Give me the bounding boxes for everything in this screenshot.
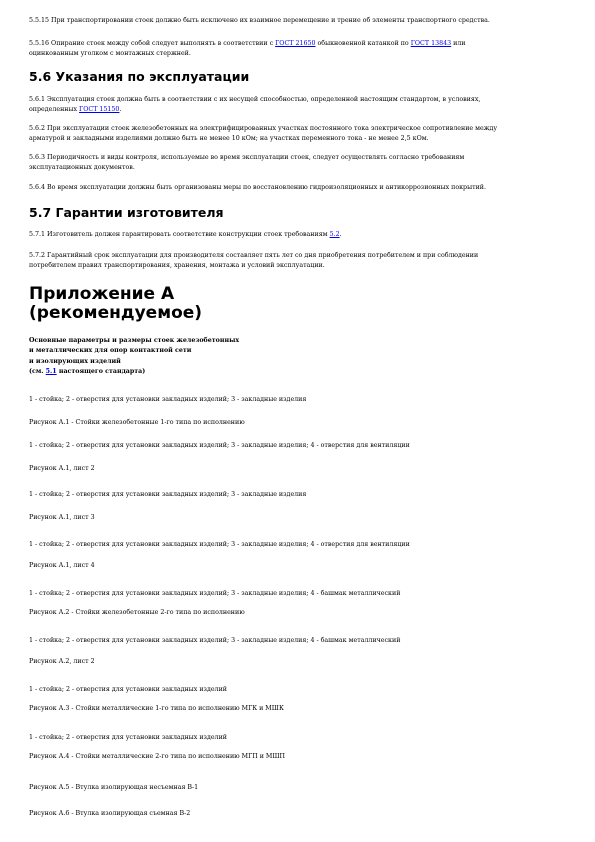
paragraph-text: . <box>339 231 342 238</box>
figure-legend: 1 - стойка; 2 - отверстия для установки закладных изделий; 3 - закладные изделия; 4 - башмак металлический <box>29 637 401 644</box>
paragraph-5-6-4: 5.6.4 Во время эксплуатации должны быть организованы меры по восстановлению гидроизоляционных и антикоррозионных покрытий. <box>29 184 486 191</box>
link-section-5-1[interactable]: 5.1 <box>45 368 57 375</box>
figure-caption: Рисунок А.2, лист 2 <box>29 658 95 665</box>
paragraph-5-6-3: 5.6.3 Периодичность и виды контроля, используемые во время эксплуатации стоек, следует осуществлять согласно требованиям <box>29 154 465 161</box>
figure-legend: 1 - стойка; 2 - отверстия для установки закладных изделий; 3 - закладные изделия; 4 - башмак металлический <box>29 590 401 597</box>
figure-legend: 1 - стойка; 2 - отверстия для установки закладных изделий; 3 - закладные изделия <box>29 491 307 498</box>
figure-caption: Рисунок А.6 - Втулка изолирующая съемная В-2 <box>29 810 191 817</box>
paragraph-5-5-15: 5.5.15 При транспортировании стоек должно быть исключено их взаимное перемещение и трение об элементы транспортного средства. <box>29 17 490 24</box>
paragraph-5-6-2: 5.6.2 При эксплуатации стоек железобетонных на электрифицированных участках постоянного тока электрическое сопротивление между <box>29 125 498 132</box>
section-heading-5-7: 5.7 Гарантии изготовителя <box>29 205 224 220</box>
reference-text: (см. <box>29 368 46 375</box>
appendix-subtitle: (рекомендуемое) <box>29 303 203 323</box>
figure-legend: 1 - стойка; 2 - отверстия для установки закладных изделий <box>29 734 227 741</box>
paragraph-text: определенных <box>29 106 80 113</box>
paragraph-text: 5.7.1 Изготовитель должен гарантировать соответствие конструкции стоек требованиям <box>29 231 330 238</box>
appendix-caption-line2: и металлических для опор контактной сети <box>29 347 192 354</box>
figure-legend: 1 - стойка; 2 - отверстия для установки закладных изделий; 3 - закладные изделия; 4 - отверстия для вентиляции <box>29 541 410 548</box>
paragraph-text: обыкновенной катанкой по <box>315 40 411 47</box>
paragraph-5-6-2-line2: арматурой и закладными изделиями должно быть не менее 10 кОм; на участках переменного тока - не менее 2,5 кОм. <box>29 135 429 142</box>
figure-caption: Рисунок А.4 - Стойки металлические 2-го типа по исполнению МГП и МШП <box>29 753 286 760</box>
link-gost-15150[interactable]: ГОСТ 15150 <box>79 106 120 113</box>
paragraph-5-7-1 <box>29 230 583 241</box>
paragraph-5-5-16-line2: оцинкованным уголком с монтажных стержней. <box>29 50 191 57</box>
paragraph-text: . <box>119 106 122 113</box>
paragraph-text: 5.5.16 Опирание стоек между собой следует выполнять в соответствии с <box>29 40 276 47</box>
paragraph-text: или <box>451 40 466 47</box>
appendix-caption-line3: и изолирующих изделий <box>29 358 121 365</box>
paragraph-5-7-2: 5.7.2 Гарантийный срок эксплуатации для производителя составляет пять лет со дня приобретения потребителем и при соблюдении <box>29 252 479 259</box>
link-section-5-2[interactable]: 5.2 <box>329 231 340 238</box>
figure-legend: 1 - стойка; 2 - отверстия для установки закладных изделий; 3 - закладные изделия; 4 - отверстия для вентиляции <box>29 442 410 449</box>
section-heading-5-6: 5.6 Указания по эксплуатации <box>29 69 250 84</box>
appendix-caption-line1: Основные параметры и размеры стоек железобетонных <box>29 337 240 344</box>
figure-caption: Рисунок А.3 - Стойки металлические 1-го типа по исполнению МГК и МШК <box>29 705 284 712</box>
appendix-title: Приложение А <box>29 284 175 304</box>
paragraph-5-6-1: 5.6.1 Эксплуатация стоек должна быть в соответствии с их несущей способностью, определенной настоящим стандартом, в условиях, <box>29 96 481 103</box>
paragraph-5-5-16 <box>29 39 583 50</box>
figure-caption: Рисунок А.1, лист 4 <box>29 562 95 569</box>
paragraph-5-6-3-line2: эксплуатационных документов. <box>29 164 135 171</box>
paragraph-5-7-2-line2: потребителем правил транспортирования, хранения, монтажа и условий эксплуатации. <box>29 262 325 269</box>
link-gost-21650[interactable]: ГОСТ 21650 <box>275 40 316 47</box>
figure-caption: Рисунок А.1 - Стойки железобетонные 1-го типа по исполнению <box>29 419 245 426</box>
link-gost-13843[interactable]: ГОСТ 13843 <box>410 40 452 47</box>
figure-caption: Рисунок А.5 - Втулка изолирующая несъемная В-1 <box>29 784 199 791</box>
figure-legend: 1 - стойка; 2 - отверстия для установки закладных изделий; 3 - закладные изделия <box>29 396 307 403</box>
figure-caption: Рисунок А.1, лист 3 <box>29 514 95 521</box>
appendix-reference <box>29 367 583 378</box>
figure-legend: 1 - стойка; 2 - отверстия для установки закладных изделий <box>29 686 227 693</box>
figure-caption: Рисунок А.1, лист 2 <box>29 465 95 472</box>
figure-caption: Рисунок А.2 - Стойки железобетонные 2-го типа по исполнению <box>29 609 245 616</box>
paragraph-5-6-1-line2 <box>29 105 583 116</box>
reference-text: настоящего стандарта) <box>56 368 146 375</box>
